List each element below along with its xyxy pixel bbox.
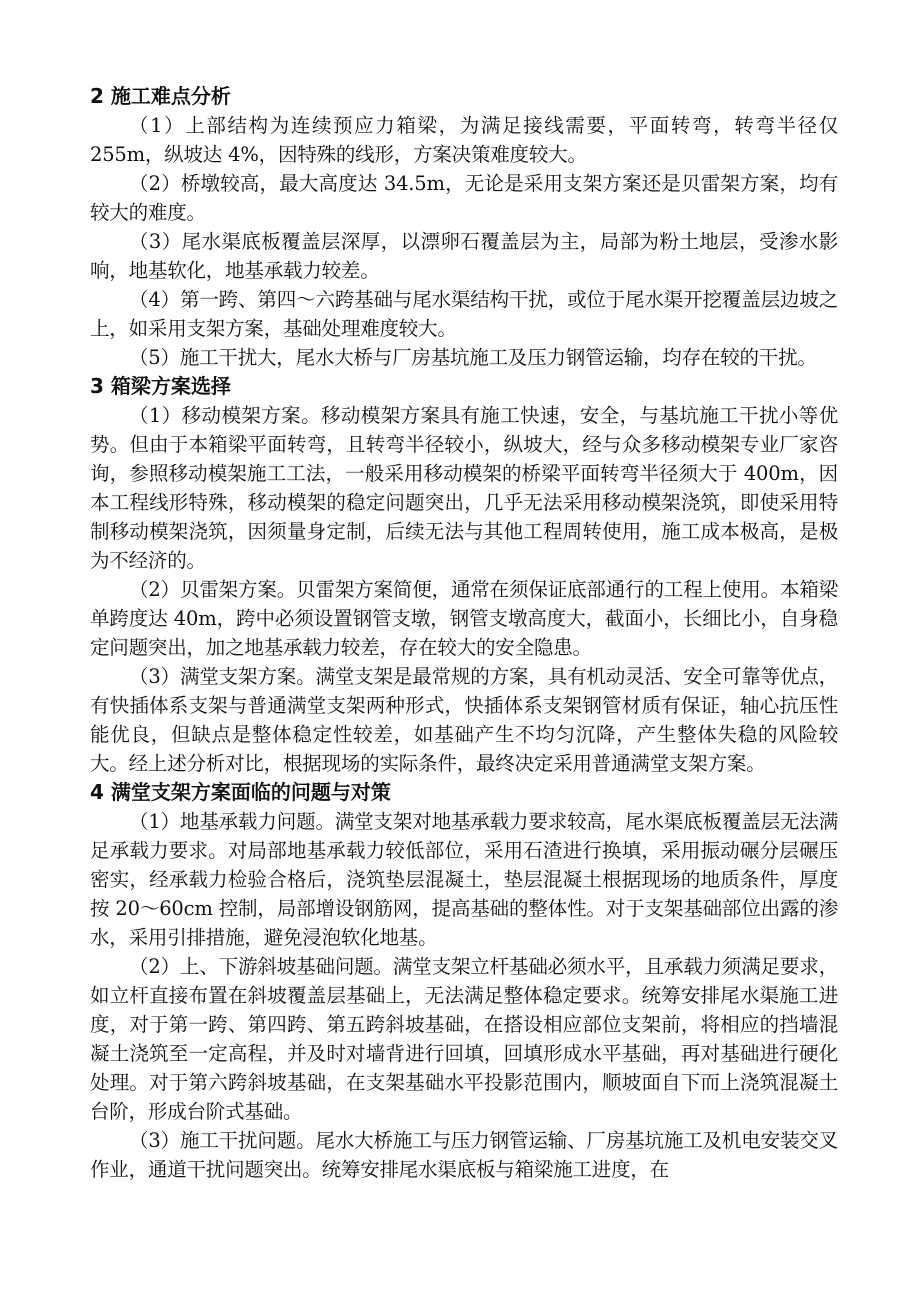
paragraph: （1）上部结构为连续预应力箱梁，为满足接线需要，平面转弯，转弯半径仅 255m，纵坡达 4%，因特殊的线形，方案决策难度较大。 — [90, 114, 838, 166]
paragraph: （3）满堂支架方案。满堂支架是最常规的方案，具有机动灵活、安全可靠等优点，有快插体系支架与普通满堂支架两种形式，快插体系支架钢管材质有保证，轴心抗压性能优良，但缺点是整体稳定性较差，如基础产生不均匀沉降，产生整体失稳的风险较大。经上述分析对比，根据现场的实际条件，最终决定采用普通满堂支架方案。 — [90, 665, 838, 775]
paragraph: （3）尾水渠底板覆盖层深厚，以漂卵石覆盖层为主，局部为粉土地层，受渗水影响，地基软化，地基承载力较差。 — [90, 230, 838, 282]
document-page — [90, 82, 838, 1184]
paragraph: （5）施工干扰大，尾水大桥与厂房基坑施工及压力钢管运输，均存在较的干扰。 — [129, 346, 817, 369]
paragraph: （2）桥墩较高，最大高度达 34.5m，无论是采用支架方案还是贝雷架方案，均有较大的难度。 — [90, 172, 838, 224]
paragraph: （2）上、下游斜坡基础问题。满堂支架立杆基础必须水平，且承载力须满足要求，如立杆直接布置在斜坡覆盖层基础上，无法满足整体稳定要求。统筹安排尾水渠施工进度，对于第一跨、第四跨、第五跨斜坡基础，在搭设相应部位支架前，将相应的挡墙混凝土浇筑至一定高程，并及时对墙背进行回填，回填形成水平基础，再对基础进行硬化处理。对于第六跨斜坡基础，在支架基础水平投影范围内，顺坡面自下而上浇筑混凝土台阶，形成台阶式基础。 — [90, 955, 838, 1123]
paragraph: （2）贝雷架方案。贝雷架方案简便，通常在须保证底部通行的工程上使用。本箱梁单跨度达 40m，跨中必须设置钢管支墩，钢管支墩高度大，截面小，长细比小，自身稳定问题突出，加之地基承载力较差，存在较大的安全隐患。 — [90, 578, 838, 659]
paragraph: （1）地基承载力问题。满堂支架对地基承载力要求较高，尾水渠底板覆盖层无法满足承载力要求。对局部地基承载力较低部位，采用石渣进行换填，采用振动碾分层碾压密实，经承载力检验合格后，浇筑垫层混凝土，垫层混凝土根据现场的地质条件，厚度按 20～60cm 控制，局部增设钢筋网，提高基础的整体性。对于支架基础部位出露的渗水，采用引排措施，避免浸泡软化地基。 — [90, 810, 838, 949]
section-heading-3: 3 箱梁方案选择 — [90, 374, 231, 398]
paragraph: （3）施工干扰问题。尾水大桥施工与压力钢管运输、厂房基坑施工及机电安装交叉作业，通道干扰问题突出。统筹安排尾水渠底板与箱梁施工进度，在 — [90, 1129, 838, 1181]
section-heading-4: 4 满堂支架方案面临的问题与对策 — [90, 780, 391, 804]
section-heading-2: 2 施工难点分析 — [90, 84, 231, 108]
paragraph: （4）第一跨、第四～六跨基础与尾水渠结构干扰，或位于尾水渠开挖覆盖层边坡之上，如采用支架方案，基础处理难度较大。 — [90, 288, 838, 340]
paragraph: （1）移动模架方案。移动模架方案具有施工快速，安全，与基坑施工干扰小等优势。但由于本箱梁平面转弯，且转弯半径较小，纵坡大，经与众多移动模架专业厂家咨询，参照移动模架施工工法，一般采用移动模架的桥梁平面转弯半径须大于 400m，因本工程线形特殊，移动模架的稳定问题突出，几乎无法采用移动模架浇筑，即使采用特制移动模架浇筑，因须量身定制，后续无法与其他工程周转使用，施工成本极高，是极为不经济的。 — [90, 404, 838, 572]
